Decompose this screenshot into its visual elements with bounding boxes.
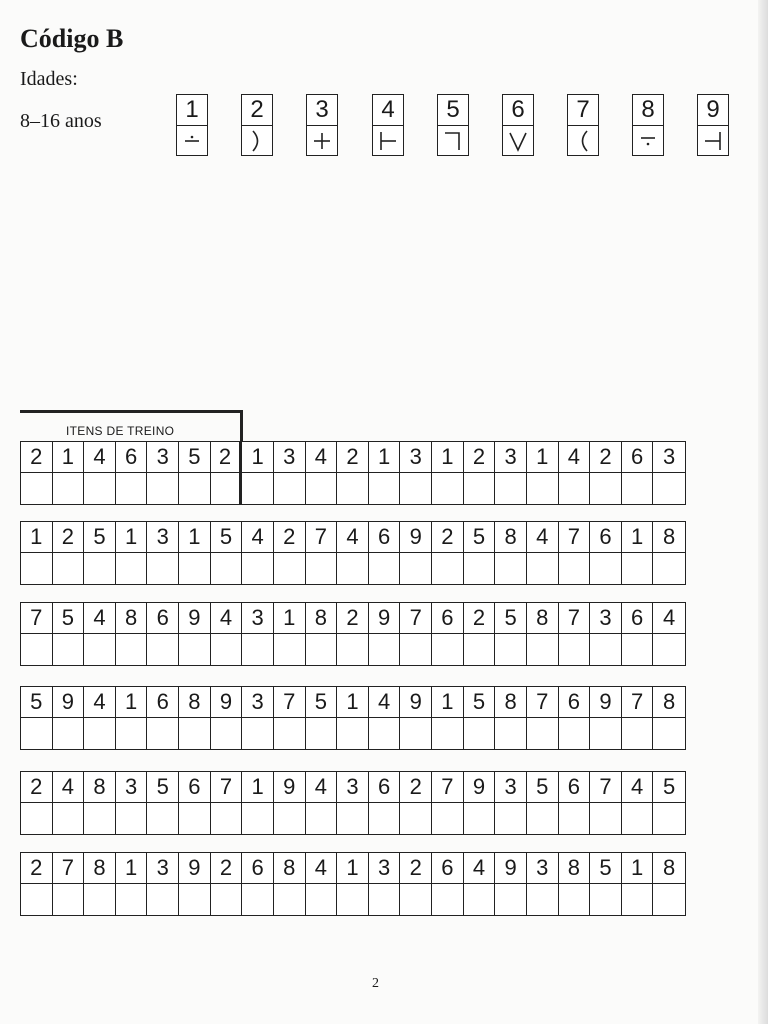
answer-cell[interactable]: [242, 473, 274, 504]
digit-cell: 8: [653, 853, 685, 884]
digit-cell: 2: [21, 442, 53, 473]
digit-cell: 1: [116, 853, 148, 884]
digit-cell: 1: [527, 442, 559, 473]
digit-cell: 4: [653, 603, 685, 634]
digit-cell: 1: [622, 522, 654, 553]
answer-cell[interactable]: [21, 803, 53, 834]
digit-cell: 9: [53, 687, 85, 718]
digit-cell: 2: [211, 853, 243, 884]
key-box-7: [567, 94, 599, 156]
answer-cell[interactable]: [306, 803, 338, 834]
answer-cell[interactable]: [147, 718, 179, 749]
answer-cell[interactable]: [84, 553, 116, 584]
answer-cell[interactable]: [211, 553, 243, 584]
answer-cell[interactable]: [527, 634, 559, 665]
page-number: 2: [372, 976, 379, 991]
answer-cell[interactable]: [84, 634, 116, 665]
answer-cell[interactable]: [369, 718, 401, 749]
digit-cell: 7: [432, 772, 464, 803]
digit-cell: 2: [432, 522, 464, 553]
digit-cell: 4: [53, 772, 85, 803]
digit-cell: 7: [274, 687, 306, 718]
answer-cell[interactable]: [590, 553, 622, 584]
answer-cell[interactable]: [337, 884, 369, 915]
answer-cell[interactable]: [527, 884, 559, 915]
answer-cell[interactable]: [559, 634, 591, 665]
coding-row: [20, 441, 686, 505]
answer-cell[interactable]: [21, 718, 53, 749]
answer-cell[interactable]: [527, 553, 559, 584]
digit-cell: 9: [369, 603, 401, 634]
answer-cell[interactable]: [211, 884, 243, 915]
digit-cell: 7: [590, 772, 622, 803]
digit-cell: 5: [147, 772, 179, 803]
answer-cell[interactable]: [147, 803, 179, 834]
answer-cell[interactable]: [242, 803, 274, 834]
answer-cell[interactable]: [432, 634, 464, 665]
digit-cell: 7: [527, 687, 559, 718]
key-box-5: [437, 94, 469, 156]
digit-cell: 6: [369, 772, 401, 803]
digit-cell: 9: [179, 603, 211, 634]
answer-cell[interactable]: [337, 634, 369, 665]
answer-cell[interactable]: [147, 553, 179, 584]
answer-cell[interactable]: [147, 884, 179, 915]
coding-row: [20, 852, 686, 916]
answer-cell[interactable]: [559, 473, 591, 504]
digit-cell: 3: [369, 853, 401, 884]
digit-cell: 2: [400, 853, 432, 884]
answer-cell[interactable]: [274, 884, 306, 915]
digit-cell: 9: [179, 853, 211, 884]
digit-cell: 4: [337, 522, 369, 553]
digit-cell: 3: [274, 442, 306, 473]
digit-cell: 3: [337, 772, 369, 803]
answer-cell[interactable]: [242, 553, 274, 584]
digit-cell: 4: [242, 522, 274, 553]
answer-cell[interactable]: [274, 473, 306, 504]
key-digit: 9: [698, 95, 728, 126]
answer-cell[interactable]: [495, 718, 527, 749]
digit-cell: 7: [21, 603, 53, 634]
digit-cell: 4: [306, 853, 338, 884]
answer-cell[interactable]: [179, 553, 211, 584]
answer-cell[interactable]: [527, 473, 559, 504]
digit-cell: 7: [211, 772, 243, 803]
digit-cell: 8: [84, 853, 116, 884]
key-box-1: [176, 94, 208, 156]
digit-cell: 1: [53, 442, 85, 473]
answer-cell[interactable]: [590, 473, 622, 504]
practice-items-label: ITENS DE TREINO: [66, 424, 175, 438]
digit-cell: 1: [622, 853, 654, 884]
answer-cell[interactable]: [21, 473, 53, 504]
answer-cell[interactable]: [527, 803, 559, 834]
digit-cell: 9: [211, 687, 243, 718]
digit-cell: 3: [242, 603, 274, 634]
answer-cell[interactable]: [211, 634, 243, 665]
answer-cell[interactable]: [147, 473, 179, 504]
digit-cell: 4: [622, 772, 654, 803]
answer-cell[interactable]: [179, 803, 211, 834]
digit-cell: 8: [84, 772, 116, 803]
plus-icon: [307, 126, 337, 156]
answer-cell[interactable]: [242, 718, 274, 749]
left-paren-icon: [568, 126, 598, 156]
right-paren-icon: [242, 126, 272, 156]
digit-cell: 1: [274, 603, 306, 634]
coding-row: [20, 686, 686, 750]
answer-cell[interactable]: [21, 634, 53, 665]
key-box-6: [502, 94, 534, 156]
digit-cell: 5: [53, 603, 85, 634]
answer-cell[interactable]: [653, 803, 685, 834]
answer-cell[interactable]: [464, 718, 496, 749]
coding-row: [20, 602, 686, 666]
digit-cell: 1: [242, 442, 274, 473]
answer-cell[interactable]: [622, 634, 654, 665]
answer-cell[interactable]: [147, 634, 179, 665]
digit-cell: 2: [53, 522, 85, 553]
answer-cell[interactable]: [274, 718, 306, 749]
answer-cell[interactable]: [432, 553, 464, 584]
digit-cell: 3: [242, 687, 274, 718]
digit-cell: 3: [590, 603, 622, 634]
digit-cell: 6: [369, 522, 401, 553]
digit-cell: 8: [653, 522, 685, 553]
answer-cell[interactable]: [559, 553, 591, 584]
answer-cell[interactable]: [116, 473, 148, 504]
digit-cell: 6: [147, 603, 179, 634]
answer-cell[interactable]: [464, 553, 496, 584]
answer-cell[interactable]: [53, 718, 85, 749]
answer-cell[interactable]: [84, 884, 116, 915]
digit-cell: 2: [274, 522, 306, 553]
answer-cell[interactable]: [21, 553, 53, 584]
answer-cell[interactable]: [432, 884, 464, 915]
answer-cell[interactable]: [84, 803, 116, 834]
answer-cell[interactable]: [400, 634, 432, 665]
answer-cell[interactable]: [116, 884, 148, 915]
answer-cell[interactable]: [21, 884, 53, 915]
answer-cell[interactable]: [653, 718, 685, 749]
digit-cell: 3: [147, 522, 179, 553]
digit-cell: 6: [147, 687, 179, 718]
digit-cell: 8: [306, 603, 338, 634]
digit-cell: 2: [590, 442, 622, 473]
answer-cell[interactable]: [400, 718, 432, 749]
digit-cell: 4: [464, 853, 496, 884]
digit-cell: 3: [147, 442, 179, 473]
answer-cell[interactable]: [369, 473, 401, 504]
digit-cell: 6: [242, 853, 274, 884]
digit-cell: 3: [495, 442, 527, 473]
digit-cell: 8: [495, 687, 527, 718]
answer-cell[interactable]: [464, 803, 496, 834]
page-title: Código B: [20, 24, 124, 53]
answer-cell[interactable]: [369, 553, 401, 584]
coding-row: [20, 521, 686, 585]
key-digit: 7: [568, 95, 598, 126]
left-tee-icon: [373, 126, 403, 156]
digit-cell: 4: [559, 442, 591, 473]
digit-cell: 5: [464, 522, 496, 553]
digit-cell: 4: [84, 442, 116, 473]
answer-cell[interactable]: [274, 553, 306, 584]
digit-cell: 1: [116, 522, 148, 553]
digit-cell: 6: [622, 442, 654, 473]
answer-cell[interactable]: [464, 884, 496, 915]
key-box-4: [372, 94, 404, 156]
digit-cell: 7: [622, 687, 654, 718]
digit-cell: 3: [400, 442, 432, 473]
answer-cell[interactable]: [622, 718, 654, 749]
digit-cell: 8: [653, 687, 685, 718]
digit-cell: 1: [432, 442, 464, 473]
answer-cell[interactable]: [369, 884, 401, 915]
answer-cell[interactable]: [653, 553, 685, 584]
answer-cell[interactable]: [84, 718, 116, 749]
digit-cell: 4: [306, 772, 338, 803]
digit-cell: 8: [559, 853, 591, 884]
answer-cell[interactable]: [53, 553, 85, 584]
digit-cell: 5: [527, 772, 559, 803]
digit-cell: 2: [464, 442, 496, 473]
key-box-8: [632, 94, 664, 156]
answer-cell[interactable]: [559, 884, 591, 915]
answer-cell[interactable]: [211, 803, 243, 834]
digit-cell: 5: [464, 687, 496, 718]
digit-cell: 2: [21, 772, 53, 803]
answer-cell[interactable]: [653, 884, 685, 915]
answer-cell[interactable]: [211, 718, 243, 749]
answer-cell[interactable]: [116, 718, 148, 749]
answer-cell[interactable]: [306, 473, 338, 504]
digit-cell: 6: [590, 522, 622, 553]
answer-cell[interactable]: [432, 803, 464, 834]
answer-cell[interactable]: [84, 473, 116, 504]
answer-cell[interactable]: [242, 884, 274, 915]
digit-cell: 4: [84, 603, 116, 634]
answer-cell[interactable]: [116, 803, 148, 834]
digit-cell: 4: [369, 687, 401, 718]
answer-cell[interactable]: [274, 634, 306, 665]
digit-cell: 5: [653, 772, 685, 803]
key-digit: 3: [307, 95, 337, 126]
digit-cell: 5: [21, 687, 53, 718]
digit-cell: 3: [116, 772, 148, 803]
digit-cell: 8: [274, 853, 306, 884]
digit-cell: 3: [653, 442, 685, 473]
digit-cell: 9: [590, 687, 622, 718]
digit-cell: 4: [306, 442, 338, 473]
digit-cell: 2: [400, 772, 432, 803]
page-edge-shadow: [758, 0, 768, 1024]
ages-label: Idades:: [20, 68, 78, 90]
answer-cell[interactable]: [400, 473, 432, 504]
digit-cell: 2: [337, 442, 369, 473]
answer-cell[interactable]: [590, 803, 622, 834]
digit-cell: 6: [559, 772, 591, 803]
digit-cell: 1: [116, 687, 148, 718]
answer-cell[interactable]: [306, 634, 338, 665]
digit-cell: 5: [495, 603, 527, 634]
answer-cell[interactable]: [622, 803, 654, 834]
digit-cell: 5: [211, 522, 243, 553]
digit-cell: 9: [274, 772, 306, 803]
answer-cell[interactable]: [337, 473, 369, 504]
answer-cell[interactable]: [622, 553, 654, 584]
answer-cell[interactable]: [53, 634, 85, 665]
digit-cell: 1: [179, 522, 211, 553]
v-icon: [503, 126, 533, 156]
dash-dot-below-icon: [633, 126, 663, 156]
answer-cell[interactable]: [495, 634, 527, 665]
right-tee-icon: [698, 126, 728, 156]
answer-cell[interactable]: [179, 473, 211, 504]
digit-cell: 9: [400, 522, 432, 553]
answer-cell[interactable]: [337, 718, 369, 749]
answer-cell[interactable]: [53, 473, 85, 504]
digit-cell: 7: [53, 853, 85, 884]
answer-cell[interactable]: [590, 718, 622, 749]
key-box-2: [241, 94, 273, 156]
ages-value: 8–16 anos: [20, 110, 102, 132]
digit-cell: 1: [242, 772, 274, 803]
digit-cell: 7: [306, 522, 338, 553]
answer-cell[interactable]: [400, 803, 432, 834]
answer-cell[interactable]: [400, 553, 432, 584]
digit-cell: 4: [211, 603, 243, 634]
digit-cell: 6: [622, 603, 654, 634]
digit-cell: 1: [337, 853, 369, 884]
answer-cell[interactable]: [179, 884, 211, 915]
digit-cell: 1: [21, 522, 53, 553]
digit-cell: 3: [147, 853, 179, 884]
answer-cell[interactable]: [116, 553, 148, 584]
answer-cell[interactable]: [369, 634, 401, 665]
digit-cell: 8: [495, 522, 527, 553]
digit-cell: 8: [179, 687, 211, 718]
answer-cell[interactable]: [464, 634, 496, 665]
answer-cell[interactable]: [590, 884, 622, 915]
key-digit: 2: [242, 95, 272, 126]
digit-cell: 5: [84, 522, 116, 553]
answer-cell[interactable]: [590, 634, 622, 665]
answer-cell[interactable]: [464, 473, 496, 504]
answer-cell[interactable]: [211, 473, 243, 504]
answer-cell[interactable]: [622, 884, 654, 915]
top-right-corner-icon: [438, 126, 468, 156]
answer-cell[interactable]: [495, 553, 527, 584]
answer-cell[interactable]: [400, 884, 432, 915]
answer-cell[interactable]: [559, 718, 591, 749]
answer-cell[interactable]: [432, 473, 464, 504]
digit-cell: 6: [432, 853, 464, 884]
answer-cell[interactable]: [369, 803, 401, 834]
answer-cell[interactable]: [653, 473, 685, 504]
digit-cell: 2: [337, 603, 369, 634]
digit-cell: 1: [369, 442, 401, 473]
digit-cell: 1: [432, 687, 464, 718]
answer-cell[interactable]: [306, 553, 338, 584]
divide-dot-below-icon: [177, 126, 207, 156]
key-digit: 8: [633, 95, 663, 126]
answer-cell[interactable]: [527, 718, 559, 749]
answer-cell[interactable]: [306, 884, 338, 915]
digit-cell: 2: [21, 853, 53, 884]
key-box-3: [306, 94, 338, 156]
answer-cell[interactable]: [495, 803, 527, 834]
digit-cell: 7: [559, 603, 591, 634]
answer-cell[interactable]: [432, 718, 464, 749]
key-digit: 1: [177, 95, 207, 126]
digit-cell: 5: [179, 442, 211, 473]
digit-cell: 7: [559, 522, 591, 553]
key-digit: 6: [503, 95, 533, 126]
key-digit: 5: [438, 95, 468, 126]
answer-cell[interactable]: [337, 553, 369, 584]
answer-cell[interactable]: [495, 884, 527, 915]
digit-cell: 3: [527, 853, 559, 884]
digit-cell: 1: [337, 687, 369, 718]
answer-cell[interactable]: [559, 803, 591, 834]
digit-cell: 8: [116, 603, 148, 634]
answer-cell[interactable]: [274, 803, 306, 834]
digit-cell: 6: [432, 603, 464, 634]
coding-row: [20, 771, 686, 835]
digit-cell: 4: [84, 687, 116, 718]
digit-cell: 4: [527, 522, 559, 553]
answer-cell[interactable]: [242, 634, 274, 665]
answer-cell[interactable]: [179, 634, 211, 665]
digit-cell: 5: [590, 853, 622, 884]
digit-cell: 7: [400, 603, 432, 634]
digit-cell: 2: [211, 442, 243, 473]
key-digit: 4: [373, 95, 403, 126]
digit-cell: 8: [527, 603, 559, 634]
answer-cell[interactable]: [53, 803, 85, 834]
digit-cell: 3: [495, 772, 527, 803]
answer-cell[interactable]: [179, 718, 211, 749]
answer-cell[interactable]: [622, 473, 654, 504]
answer-cell[interactable]: [653, 634, 685, 665]
answer-cell[interactable]: [306, 718, 338, 749]
answer-cell[interactable]: [337, 803, 369, 834]
digit-cell: 2: [464, 603, 496, 634]
digit-cell: 6: [116, 442, 148, 473]
digit-cell: 6: [179, 772, 211, 803]
digit-cell: 9: [464, 772, 496, 803]
answer-cell[interactable]: [53, 884, 85, 915]
answer-cell[interactable]: [495, 473, 527, 504]
digit-cell: 9: [495, 853, 527, 884]
digit-cell: 6: [559, 687, 591, 718]
key-box-9: [697, 94, 729, 156]
answer-cell[interactable]: [116, 634, 148, 665]
digit-cell: 9: [400, 687, 432, 718]
digit-cell: 5: [306, 687, 338, 718]
